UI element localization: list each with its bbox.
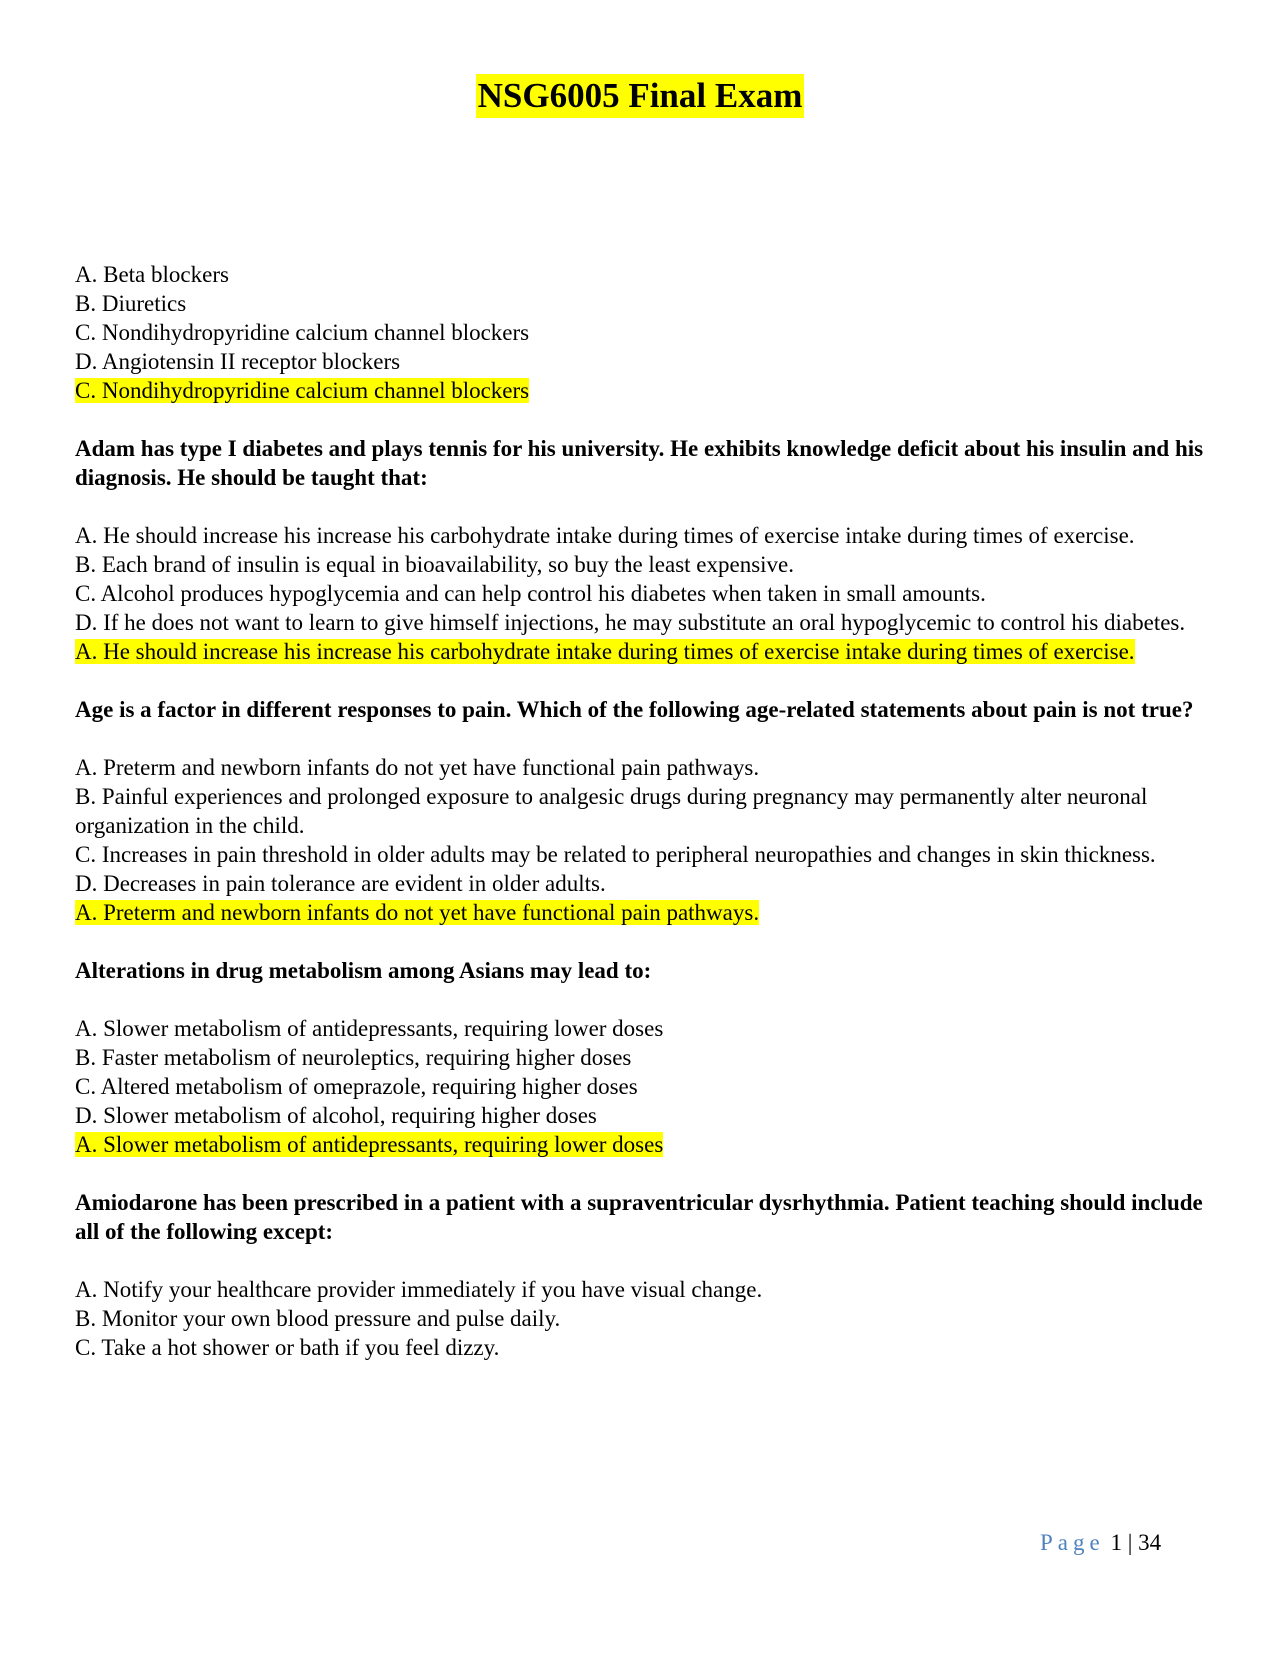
option-d: D. If he does not want to learn to give himself injections, he may substitute an oral hypoglycemic to control his diabetes. [75, 610, 1186, 635]
options-list [75, 260, 1205, 376]
page-number-total: 34 [1138, 1530, 1162, 1555]
option-b: B. Painful experiences and prolonged exposure to analgesic drugs during pregnancy may permanently alter neuronal organization in the child. [75, 784, 1148, 838]
question-block-5 [75, 1188, 1205, 1362]
options-list [75, 1275, 1205, 1362]
answer-highlight: A. Preterm and newborn infants do not yet have functional pain pathways. [75, 900, 760, 925]
option-b: B. Faster metabolism of neuroleptics, requiring higher doses [75, 1045, 632, 1070]
question-block-2 [75, 434, 1205, 666]
option-b: B. Each brand of insulin is equal in bioavailability, so buy the least expensive. [75, 552, 795, 577]
options-list [75, 521, 1205, 637]
question-text: Age is a factor in different responses to pain. Which of the following age-related statements about pain is not true? [75, 697, 1194, 722]
answer-line [75, 898, 1205, 927]
question-block-1 [75, 260, 1205, 405]
option-a: A. He should increase his increase his carbohydrate intake during times of exercise intake during times of exercise. [75, 523, 1135, 548]
answer-highlight: C. Nondihydropyridine calcium channel blockers [75, 378, 530, 403]
option-b: B. Monitor your own blood pressure and pulse daily. [75, 1306, 561, 1331]
options-list [75, 1014, 1205, 1130]
page-number-current: 1 [1110, 1530, 1122, 1555]
title-wrap [0, 74, 1280, 118]
answer-highlight: A. Slower metabolism of antidepressants, requiring lower doses [75, 1132, 664, 1157]
option-c: C. Nondihydropyridine calcium channel blockers [75, 320, 530, 345]
option-d: D. Decreases in pain tolerance are evident in older adults. [75, 871, 606, 896]
option-c: C. Increases in pain threshold in older adults may be related to peripheral neuropathies and changes in skin thickness. [75, 842, 1156, 867]
page-label: Page [1040, 1530, 1105, 1555]
question-block-4 [75, 956, 1205, 1159]
answer-line [75, 376, 1205, 405]
answer-highlight: A. He should increase his increase his carbohydrate intake during times of exercise intake during times of exercise. [75, 639, 1135, 664]
option-d: D. Angiotensin II receptor blockers [75, 349, 401, 374]
option-c: C. Take a hot shower or bath if you feel dizzy. [75, 1335, 500, 1360]
question-text: Adam has type I diabetes and plays tennis for his university. He exhibits knowledge deficit about his insulin and his diagnosis. He should be taught that: [75, 436, 1204, 490]
option-c: C. Altered metabolism of omeprazole, requiring higher doses [75, 1074, 638, 1099]
page-footer [1040, 1528, 1161, 1557]
question-text: Alterations in drug metabolism among Asians may lead to: [75, 958, 652, 983]
option-a: A. Slower metabolism of antidepressants, requiring lower doses [75, 1016, 664, 1041]
content [75, 260, 1205, 1362]
page-title: NSG6005 Final Exam [476, 74, 805, 118]
option-a: A. Notify your healthcare provider immediately if you have visual change. [75, 1277, 763, 1302]
options-list [75, 753, 1205, 898]
answer-line [75, 1130, 1205, 1159]
question-text: Amiodarone has been prescribed in a patient with a supraventricular dysrhythmia. Patient teaching should include all of the following except: [75, 1190, 1203, 1244]
option-a: A. Preterm and newborn infants do not yet have functional pain pathways. [75, 755, 760, 780]
answer-line [75, 637, 1205, 666]
question-block-3 [75, 695, 1205, 927]
option-d: D. Slower metabolism of alcohol, requiring higher doses [75, 1103, 597, 1128]
option-c: C. Alcohol produces hypoglycemia and can help control his diabetes when taken in small amounts. [75, 581, 986, 606]
page-separator: | [1127, 1530, 1133, 1555]
option-a: A. Beta blockers [75, 262, 229, 287]
option-b: B. Diuretics [75, 291, 187, 316]
